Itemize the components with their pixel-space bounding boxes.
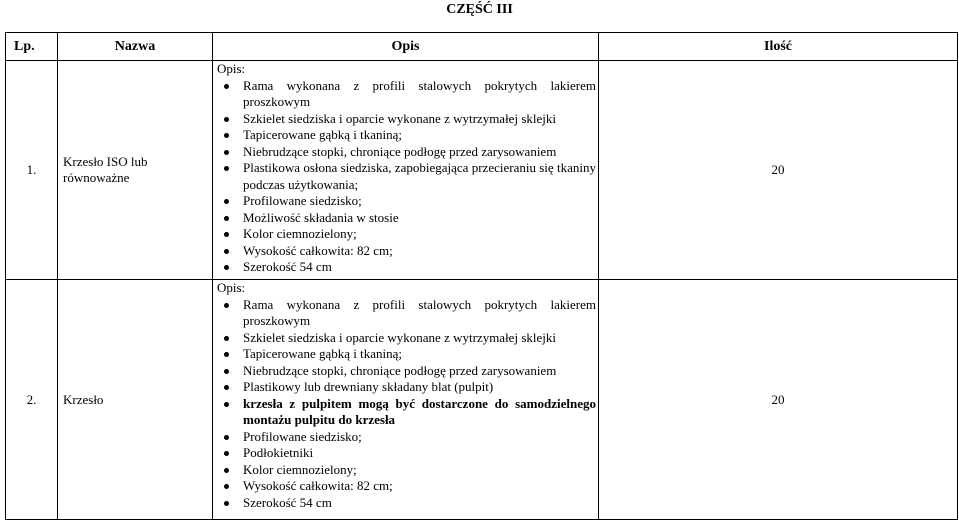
header-lp: Lp. bbox=[6, 33, 58, 61]
list-item: Wysokość całkowita: 82 cm; bbox=[217, 478, 596, 495]
list-item: Szkielet siedziska i oparcie wykonane z wytrzymałej sklejki bbox=[217, 111, 596, 128]
opis-label: Opis: bbox=[217, 61, 246, 76]
list-item: Tapicerowane gąbką i tkaniną; bbox=[217, 127, 596, 144]
spec-list bbox=[217, 78, 596, 276]
list-item: Niebrudzące stopki, chroniące podłogę przed zarysowaniem bbox=[217, 363, 596, 380]
list-item: Niebrudzące stopki, chroniące podłogę przed zarysowaniem bbox=[217, 144, 596, 161]
list-item: Rama wykonana z profili stalowych pokrytych lakierem proszkowym bbox=[217, 297, 596, 330]
items-table bbox=[5, 32, 958, 520]
spec-list bbox=[217, 297, 596, 512]
row-name: Krzesło ISO lub równoważne bbox=[58, 61, 213, 280]
list-item: Podłokietniki bbox=[217, 445, 596, 462]
list-item: Kolor ciemnozielony; bbox=[217, 462, 596, 479]
header-qty: Ilość bbox=[599, 33, 958, 61]
row-description bbox=[213, 61, 599, 280]
table-header-row bbox=[6, 33, 958, 61]
row-lp: 2. bbox=[6, 280, 58, 520]
list-item: Plastikowy lub drewniany składany blat (pulpit) bbox=[217, 379, 596, 396]
list-item: Profilowane siedzisko; bbox=[217, 429, 596, 446]
table-row bbox=[6, 61, 958, 280]
list-item: Profilowane siedzisko; bbox=[217, 193, 596, 210]
row-description bbox=[213, 280, 599, 520]
list-item: Tapicerowane gąbką i tkaniną; bbox=[217, 346, 596, 363]
list-item: Możliwość składania w stosie bbox=[217, 210, 596, 227]
list-item: Kolor ciemnozielony; bbox=[217, 226, 596, 243]
header-desc: Opis bbox=[213, 33, 599, 61]
list-item: Rama wykonana z profili stalowych pokrytych lakierem proszkowym bbox=[217, 78, 596, 111]
row-name: Krzesło bbox=[58, 280, 213, 520]
list-item: krzesła z pulpitem mogą być dostarczone do samodzielnego montażu pulpitu do krzesła bbox=[217, 396, 596, 429]
table-row bbox=[6, 280, 958, 520]
list-item: Wysokość całkowita: 82 cm; bbox=[217, 243, 596, 260]
header-name: Nazwa bbox=[58, 33, 213, 61]
list-item: Szerokość 54 cm bbox=[217, 495, 596, 512]
section-title: CZĘŚĆ III bbox=[446, 2, 513, 17]
row-qty: 20 bbox=[599, 280, 958, 520]
list-item: Plastikowa osłona siedziska, zapobiegająca przecieraniu się tkaniny podczas użytkowania; bbox=[217, 160, 596, 193]
row-lp: 1. bbox=[6, 61, 58, 280]
opis-label: Opis: bbox=[217, 280, 246, 295]
list-item: Szkielet siedziska i oparcie wykonane z wytrzymałej sklejki bbox=[217, 330, 596, 347]
list-item: Szerokość 54 cm bbox=[217, 259, 596, 276]
row-qty: 20 bbox=[599, 61, 958, 280]
